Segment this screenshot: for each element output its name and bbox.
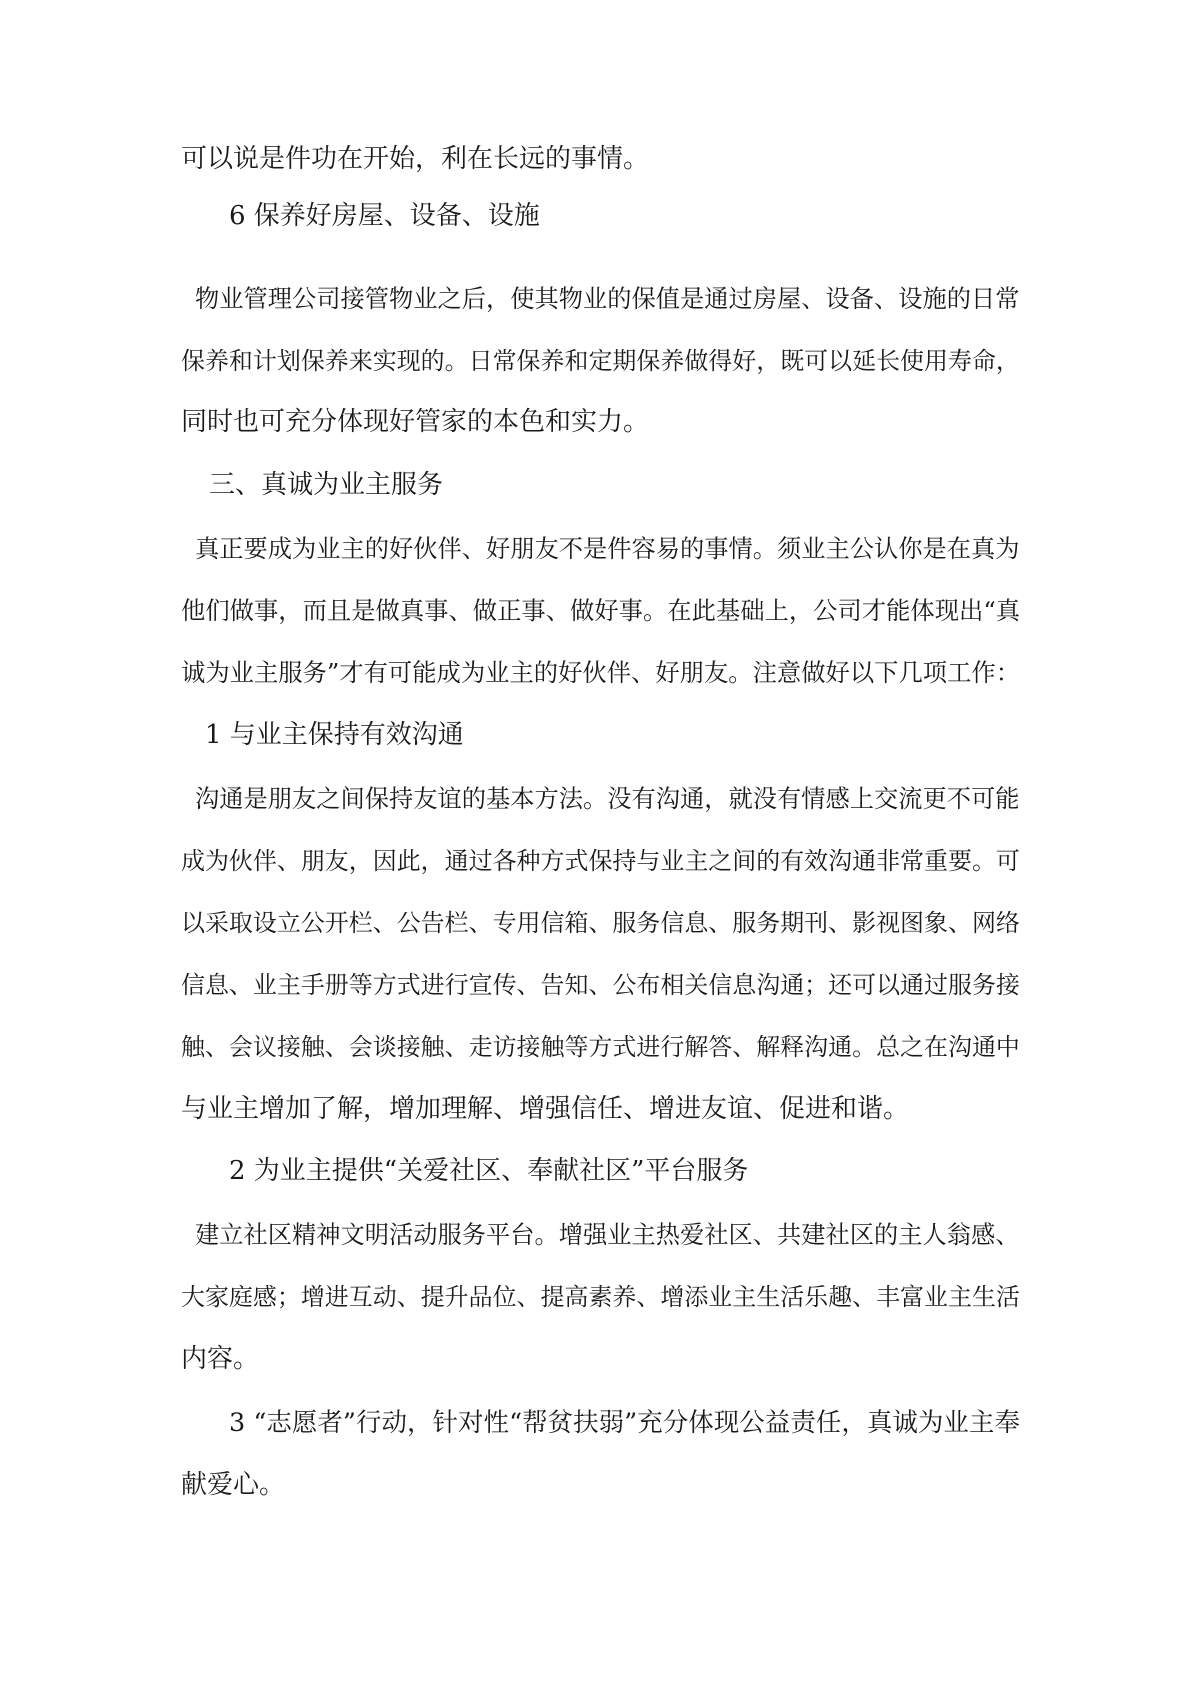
section-heading: 三、真诚为业主服务 xyxy=(209,470,444,500)
body-line: 信息、业主手册等方式进行宣传、告知、公布相关信息沟通；还可以通过服务接 xyxy=(181,971,1020,999)
body-line: 内容。 xyxy=(181,1344,260,1374)
body-line: 保养和计划保养来实现的。日常保养和定期保养做得好，既可以延长使用寿命， xyxy=(181,347,1020,375)
body-line: 建立社区精神文明活动服务平台。增强业主热爱社区、共建社区的主人翁感、 xyxy=(195,1220,1020,1249)
body-line: 触、会议接触、会谈接触、走访接触等方式进行解答、解释沟通。总之在沟通中 xyxy=(181,1033,1020,1061)
body-line: 大家庭感；增进互动、提升品位、提高素养、增添业主生活乐趣、丰富业主生活 xyxy=(181,1283,1020,1311)
body-line: 献爱心。 xyxy=(181,1470,286,1500)
body-line: 以采取设立公开栏、公告栏、专用信箱、服务信息、服务期刊、影视图象、网络 xyxy=(181,909,1020,937)
body-line: 诚为业主服务”才有可能成为业主的好伙伴、好朋友。注意做好以下几项工作： xyxy=(181,658,1021,687)
section-heading: 2 为业主提供“关爱社区、奉献社区”平台服务 xyxy=(229,1156,749,1186)
body-line: 同时也可充分体现好管家的本色和实力。 xyxy=(181,407,650,437)
section-heading: 6 保养好房屋、设备、设施 xyxy=(229,201,540,231)
section-heading: 1 与业主保持有效沟通 xyxy=(205,720,464,750)
body-line: 成为伙伴、朋友，因此，通过各种方式保持与业主之间的有效沟通非常重要。可 xyxy=(181,847,1020,875)
body-line: 他们做事，而且是做真事、做正事、做好事。在此基础上，公司才能体现出“真 xyxy=(181,596,1021,625)
body-line: 可以说是件功在开始，利在长远的事情。 xyxy=(181,144,650,174)
body-line: 物业管理公司接管物业之后，使其物业的保值是通过房屋、设备、设施的日常 xyxy=(195,284,1020,313)
body-line: 与业主增加了解，增加理解、增强信任、增进友谊、促进和谐。 xyxy=(181,1094,910,1124)
body-line: 沟通是朋友之间保持友谊的基本方法。没有沟通，就没有情感上交流更不可能 xyxy=(195,784,1020,813)
body-line: 真正要成为业主的好伙伴、好朋友不是件容易的事情。须业主公认你是在真为 xyxy=(195,534,1020,563)
section-heading: 3 “志愿者”行动，针对性“帮贫扶弱”充分体现公益责任，真诚为业主奉 xyxy=(229,1408,1020,1438)
